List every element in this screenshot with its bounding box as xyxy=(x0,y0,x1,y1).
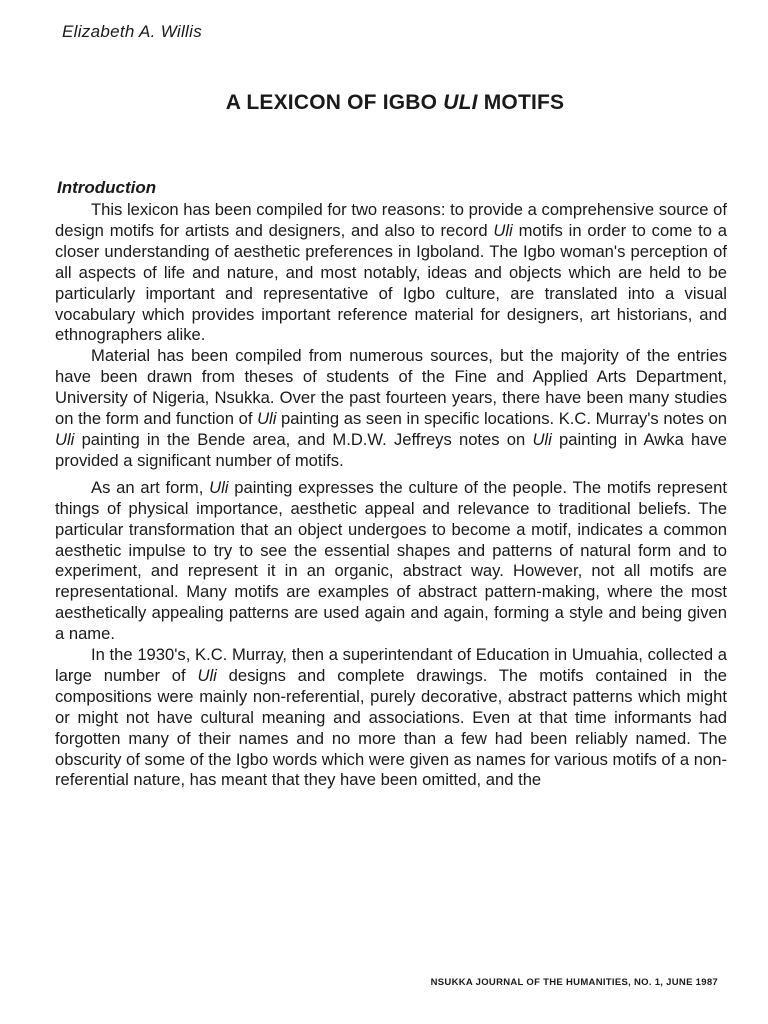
section-heading-introduction: Introduction xyxy=(57,178,157,197)
paragraph-1 xyxy=(55,200,727,346)
text-run: designs and complete drawings. The motifs contained in the compositions were mainly non-referential, purely decorative, abstract patterns which might or might not have cultural meaning and associations. Even at that time informants had forgotten many of their names and no more than a few had been reliably named. The obscurity of some of the Igbo words which were given as names for various motifs of a non-referential nature, has meant that they have been omitted, and the xyxy=(55,665,727,790)
article-title xyxy=(0,91,768,115)
italic-term: Uli xyxy=(257,409,277,429)
text-run: painting in the Bende area, and M.D.W. Jeffreys notes on xyxy=(74,429,533,449)
paragraph-2 xyxy=(55,346,727,471)
text-run: In the 1930's, K.C. Murray, then a superintendant of Education in Umuahia, collected a large number of xyxy=(55,645,727,685)
paragraph-4 xyxy=(55,645,727,791)
italic-term: Uli xyxy=(493,220,513,240)
text-run: painting in Awka have provided a significant number of motifs. xyxy=(55,429,727,470)
article-body xyxy=(55,200,727,791)
text-run: motifs in order to come to a closer understanding of aesthetic preferences in Igboland. The Igbo woman's perception of all aspects of life and nature, and most notably, ideas and objects which are held to be particularly important and representative of Igbo culture, are translated into a visual vocabulary which provides important reference material for designers, art historians, and ethnographers alike. xyxy=(55,220,727,345)
text-run: painting as seen in specific locations. K.C. Murray's notes on xyxy=(276,409,727,429)
italic-term: Uli xyxy=(197,665,217,685)
journal-footer: NSUKKA JOURNAL OF THE HUMANITIES, NO. 1, JUNE 1987 xyxy=(430,977,718,988)
italic-term: Uli xyxy=(209,477,229,497)
author-name: Elizabeth A. Willis xyxy=(62,22,203,41)
italic-term: Uli xyxy=(55,429,75,449)
italic-term: Uli xyxy=(532,429,552,449)
text-run: Material has been compiled from numerous sources, but the majority of the entries have been drawn from theses of students of the Fine and Applied Arts Department, University of Nigeria, Nsukka. Over the past fourteen years, there have been many studies on the form and function of xyxy=(55,346,727,429)
title-part-italic: ULI xyxy=(443,91,478,114)
title-part-2: MOTIFS xyxy=(477,91,565,114)
text-run: This lexicon has been compiled for two reasons: to provide a comprehensive source of design motifs for artists and designers, and also to record xyxy=(55,200,727,240)
text-run: painting expresses the culture of the people. The motifs represent things of physical importance, aesthetic appeal and relevance to traditional beliefs. The particular transformation that an object undergoes to become a motif, indicates a common aesthetic impulse to try to see the essential shapes and patterns of natural form and to experiment, and represent it in an organic, abstract way. However, not all motifs are representational. Many motifs are examples of abstract pattern-making, where the most aesthetically appealing patterns are used again and again, forming a style and being given a name. xyxy=(55,477,727,644)
text-run: As an art form, xyxy=(91,477,210,497)
paragraph-3 xyxy=(55,478,727,645)
title-part-1: A LEXICON OF IGBO xyxy=(225,91,444,114)
